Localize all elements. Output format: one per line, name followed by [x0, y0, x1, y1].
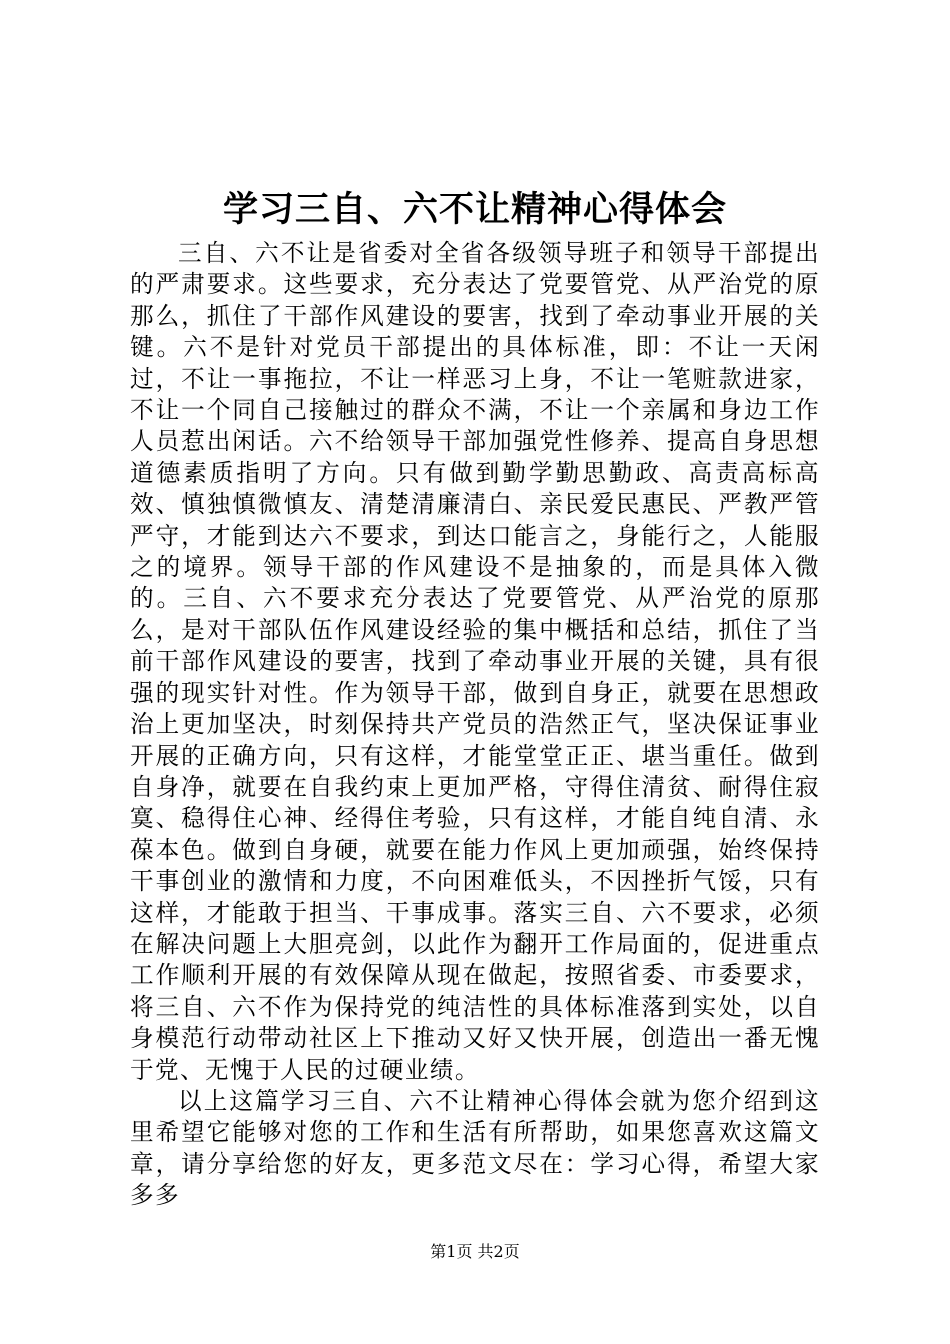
body-paragraph-1: 三自、六不让是省委对全省各级领导班子和领导干部提出的严肃要求。这些要求，充分表达了党要管党、从严治党的原那么，抓住了干部作风建设的要害，找到了牵动事业开展的关键。六不是针对党员干部提出的具体标准，即：不让一天闲过，不让一事拖拉，不让一样恶习上身，不让一笔赃款进家，不让一个同自己接触过的群众不满，不让一个亲属和身边工作人员惹出闲话。六不给领导干部加强党性修养、提高自身思想道德素质指明了方向。只有做到勤学勤思勤政、高责高标高效、慎独慎微慎友、清楚清廉清白、亲民爱民惠民、严教严管严守，才能到达六不要求，到达口能言之，身能行之，人能服之的境界。领导干部的作风建设不是抽象的，而是具体入微的。三自、六不要求充分表达了党要管党、从严治党的原那么，是对干部队伍作风建设经验的集中概括和总结，抓住了当前干部作风建设的要害，找到了牵动事业开展的关键，具有很强的现实针对性。作为领导干部，做到自身正，就要在思想政治上更加坚决，时刻保持共产党员的浩然正气，坚决保证事业开展的正确方向，只有这样，才能堂堂正正、堪当重任。做到自身净，就要在自我约束上更加严格，守得住清贫、耐得住寂寞、稳得住心神、经得住考验，只有这样，才能自纯自清、永葆本色。做到自身硬，就要在能力作风上更加顽强，始终保持干事创业的激情和力度，不向困难低头，不因挫折气馁，只有这样，才能敢于担当、干事成事。落实三自、六不要求，必须在解决问题上大胆亮剑，以此作为翻开工作局面的，促进重点工作顺利开展的有效保障从现在做起，按照省委、市委要求，将三自、六不作为保持党的纯洁性的具体标准落到实处，以自身模范行动带动社区上下推动又好又快开展，创造出一番无愧于党、无愧于人民的过硬业绩。 [130, 239, 820, 1084]
document-body [130, 238, 820, 1212]
body-paragraph-2: 以上这篇学习三自、六不让精神心得体会就为您介绍到这里希望它能够对您的工作和生活有所帮助，如果您喜欢这篇文章，请分享给您的好友，更多范文尽在：学习心得，希望大家多多 [130, 1086, 820, 1210]
page-number-footer: 第1页 共2页 [430, 1242, 520, 1261]
document-title: 学习三自、六不让精神心得体会 [222, 189, 727, 230]
